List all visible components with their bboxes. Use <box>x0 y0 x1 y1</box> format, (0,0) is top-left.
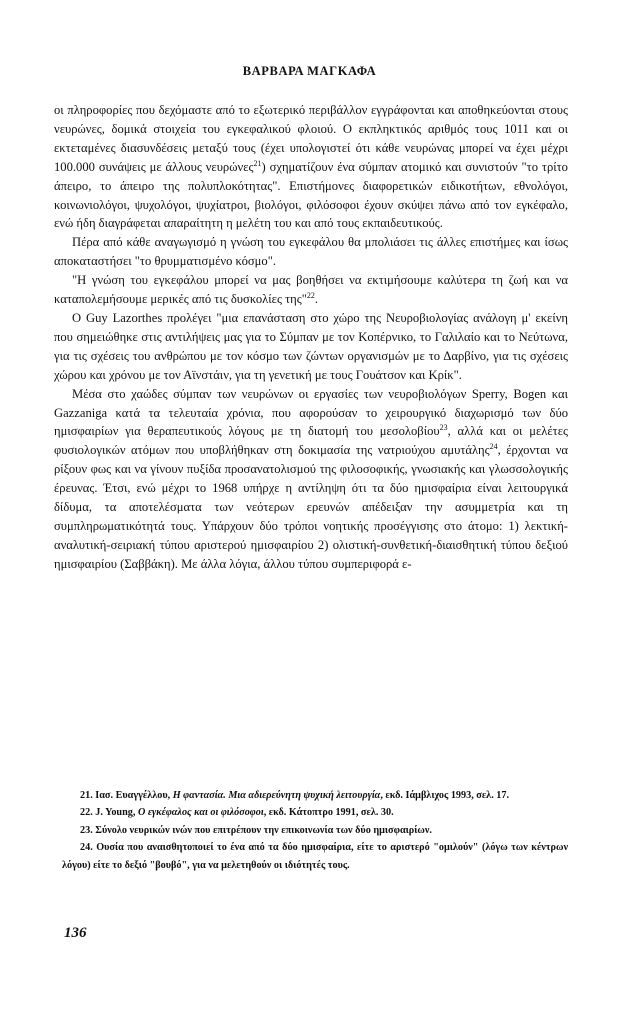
paragraph-3: "Η γνώση του εγκεφάλου μπορεί να μας βοηθήσει να εκτιμήσουμε καλύτερα τη ζωή και να καταπολεμήσουμε μερικές από τις δυσκολίες της"$^{22}$. <box>54 273 568 307</box>
paragraph-5: Μέσα στο χαώδες σύμπαν των νευρώνων οι εργασίες των νευροβιολόγων Sperry, Bogen και Gazzaniga κατά τα τελευταία χρόνια, που αφορούσαν το χειρουργικό διαχωρισμό των δύο ημισφαιρίων για θεραπευτικούς λόγους με τη διατομή του μεσολοβίου$^{23}$, αλλά και οι μελέτες φυσιολογικών ατόμων που υποβλήθηκαν στη δοκιμασία της νατριούχου αμυτάλης$^{24}$, έρχονται να ρίξουν φως και να γίνουν πυξίδα προσανατολισμού της φιλοσοφικής, γνωσιακής και γλωσσολογικής έρευνας. Έτσι, ενώ μέχρι το 1968 υπήρχε η αντίληψη ότι τα δύο ημισφαίρια είναι λειτουργικά δίδυμα, τα αποτελέσματα των νεότερων ερευνών απέδειξαν την ασυμμετρία και τη συμπληρωματικότητά τους. Υπάρχουν δύο τρόποι νοητικής προσέγγισης στο άτομο: 1) λεκτική-αναλυτική-σειριακή τύπου αριστερού ημισφαιρίου 2) ολιστική-συνθετική-διαισθητική τύπου δεξιού ημισφαιρίου (Σαββάκη). Με άλλα λόγια, άλλου τύπου συμπεριφορά ε- <box>54 386 568 571</box>
running-header: ΒΑΡΒΑΡΑ ΜΑΓΚΑΦΑ <box>242 64 377 78</box>
footnote-24: 24. Ουσία που αναισθητοποιεί το ένα από τα δύο ημισφαίρια, είτε το αριστερό "ομιλούν" (λόγω των κέντρων λόγου) είτε το δεξιό "βουβό", για να μελετηθούν οι ιδιότητές τους. <box>62 842 568 871</box>
paragraph-4: Ο Guy Lazorthes προλέγει "μια επανάσταση στο χώρο της Νευροβιολογίας ανάλογη μ' εκείνη που σημειώθηκε στις αντιλήψεις μας για το Σύμπαν με τον Κοπέρνικο, το Γαλιλαίο και το Νεύτωνα, για τις σχέσεις του ανθρώπου με τον κόσμο των ζώντων οργανισμών με το Δαρβίνο, για τις σχέσεις χώρου και χρόνου με τον Αϊνστάιν, για τη γενετική με τους Γουάτσον και Κρίκ". <box>54 310 568 382</box>
footnote-23: 23. Σύνολο νευρικών ινών που επιτρέπουν την επικοινωνία των δύο ημισφαιρίων. <box>80 824 432 836</box>
paragraph-2: Πέρα από κάθε αναγωγισμό η γνώση του εγκεφάλου θα μπολιάσει τις άλλες επιστήμες και ίσως αποκαταστήσει "το θρυμματισμένο κόσμο". <box>54 235 568 269</box>
paragraph-1: οι πληροφορίες που δεχόμαστε από το εξωτερικό περιβάλλον εγγράφονται και αποθηκεύονται στους νευρώνες, δομικά στοιχεία του εγκεφαλικού φλοιού. Ο εκπληκτικός αριθμός τους 1011 και οι εκτεταμένες διασυνδέσεις μεταξύ τους (έχει υπολογιστεί ότι κάθε νευρώνας μπορεί να έχει μέχρι 100.000 συνάψεις με άλλους νευρώνες$^{21}$) σχηματίζουν ένα σύμπαν ατομικό και συνιστούν "το τρίτο άπειρο, το άπειρο της πολυπλοκότητας". Επιστήμονες διαφορετικών ειδικοτήτων, εθνολόγοι, κοινωνιολόγοι, ψυχολόγοι, ψυχίατροι, βιολόγοι, φιλόσοφοι έχουν σκύψει πάνω από τον εγκέφαλο, ενώ ήδη διαγράφεται απαραίτητη η μελέτη του και από τους εκπαιδευτικούς. <box>54 103 568 231</box>
footnote-22: 22. J. Young, Ο εγκέφαλος και οι φιλόσοφοι, εκδ. Κάτοπτρο 1991, σελ. 30. <box>80 807 394 819</box>
footnote-ref-21: 21 <box>253 158 262 168</box>
body-text <box>54 101 568 574</box>
footnotes <box>62 787 568 874</box>
page-number: 136 <box>64 925 87 941</box>
footnote-21: 21. Ιασ. Ευαγγέλλου, Η φαντασία. Μια αδιερεύνητη ψυχική λειτουργία, εκδ. Ιάμβλιχος 1993, σελ. 17. <box>80 790 510 801</box>
footnote-ref-22: 22 <box>306 290 315 300</box>
footnote-ref-24: 24 <box>489 442 498 452</box>
footnote-ref-23: 23 <box>439 423 448 433</box>
